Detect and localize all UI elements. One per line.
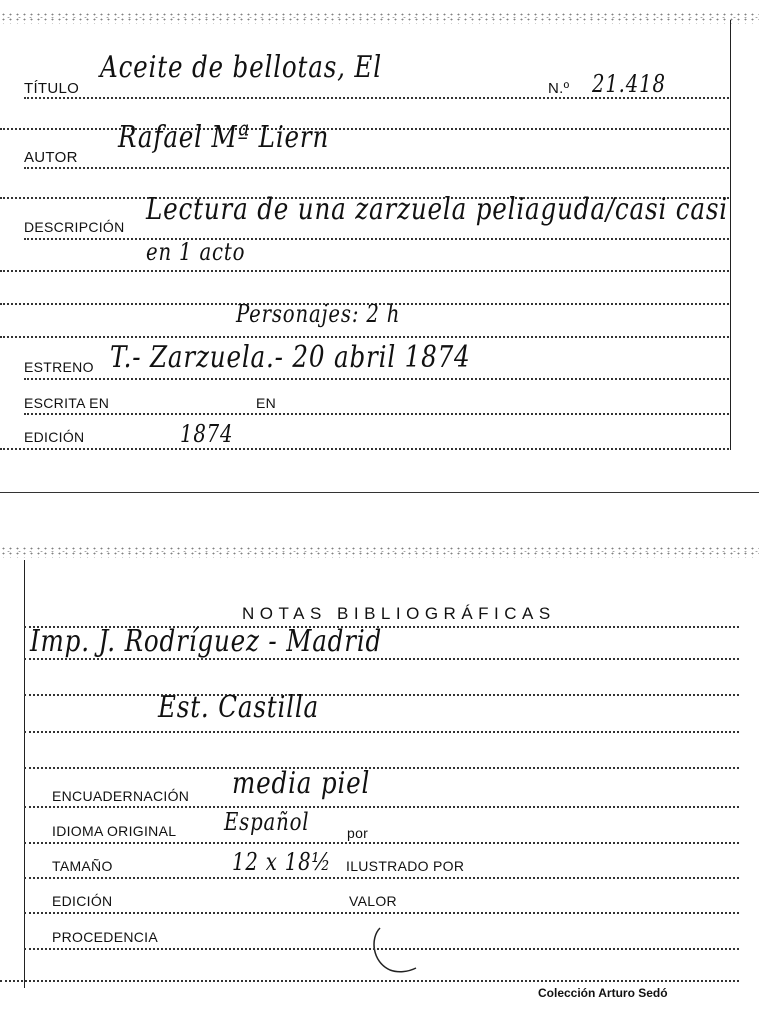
idioma-por-label: por [347,825,369,841]
idioma-value: Español [224,808,310,836]
estreno-value: T.- Zarzuela.- 20 abril 1874 [110,340,471,375]
catalog-card-top [0,0,759,470]
collection-credit: Colección Arturo Sedó [538,986,668,1000]
tamano-value: 12 x 18½ [232,848,332,876]
edicion-value: 1874 [180,420,234,448]
titulo-label: TÍTULO [24,80,80,97]
notas-line1: Imp. J. Rodríguez - Madrid [30,624,383,659]
descripcion-value-line2: en 1 acto [146,238,246,266]
rule [24,731,739,733]
catalog-card-bottom [0,540,759,1028]
titulo-value: Aceite de bellotas, El [100,50,382,85]
valor-label: VALOR [349,893,397,909]
numero-value: 21.418 [592,70,666,98]
rule [24,97,729,99]
rule [24,806,739,808]
rule [24,238,729,240]
tamano-label: TAMAÑO [52,858,113,874]
descripcion-value-line1: Lectura de una zarzuela peliaguda/casi casi [146,192,729,227]
rule [24,413,729,415]
rule [24,167,729,169]
encuadernacion-value: media piel [232,766,371,801]
rule [24,842,739,844]
numero-label: N.º [548,80,570,97]
rule [0,448,729,450]
rule [24,948,739,950]
card-right-border [730,20,731,450]
card-bottom-edge [0,546,759,558]
notas-line2: Est. Castilla [158,690,320,725]
notas-heading: NOTAS BIBLIOGRÁFICAS [242,604,556,623]
rule [0,128,729,130]
encuadernacion-label: ENCUADERNACIÓN [52,788,190,804]
card-top-edge [0,12,759,24]
rule [24,694,739,696]
edicion2-label: EDICIÓN [52,893,113,909]
descripcion-label: DESCRIPCIÓN [24,219,125,235]
card-left-border [24,560,25,988]
idioma-label: IDIOMA ORIGINAL [52,823,177,839]
descripcion-value-line3: Personajes: 2 h [236,300,401,328]
escrita-label: ESCRITA EN [24,395,110,411]
rule [24,877,739,879]
rule [0,336,729,338]
procedencia-label: PROCEDENCIA [52,929,158,945]
autor-label: AUTOR [24,149,78,166]
ilustrado-label: ILUSTRADO POR [346,858,465,874]
estreno-label: ESTRENO [24,359,94,375]
autor-value: Rafael Mª Liern [118,120,330,155]
stamp-mark [368,920,438,980]
rule [24,378,729,380]
rule [24,767,739,769]
edicion-label: EDICIÓN [24,429,85,445]
rule [24,658,739,660]
rule [0,270,729,272]
card-separator [0,492,759,493]
rule [0,980,739,982]
escrita-en-label: EN [256,395,277,411]
rule [24,912,739,914]
